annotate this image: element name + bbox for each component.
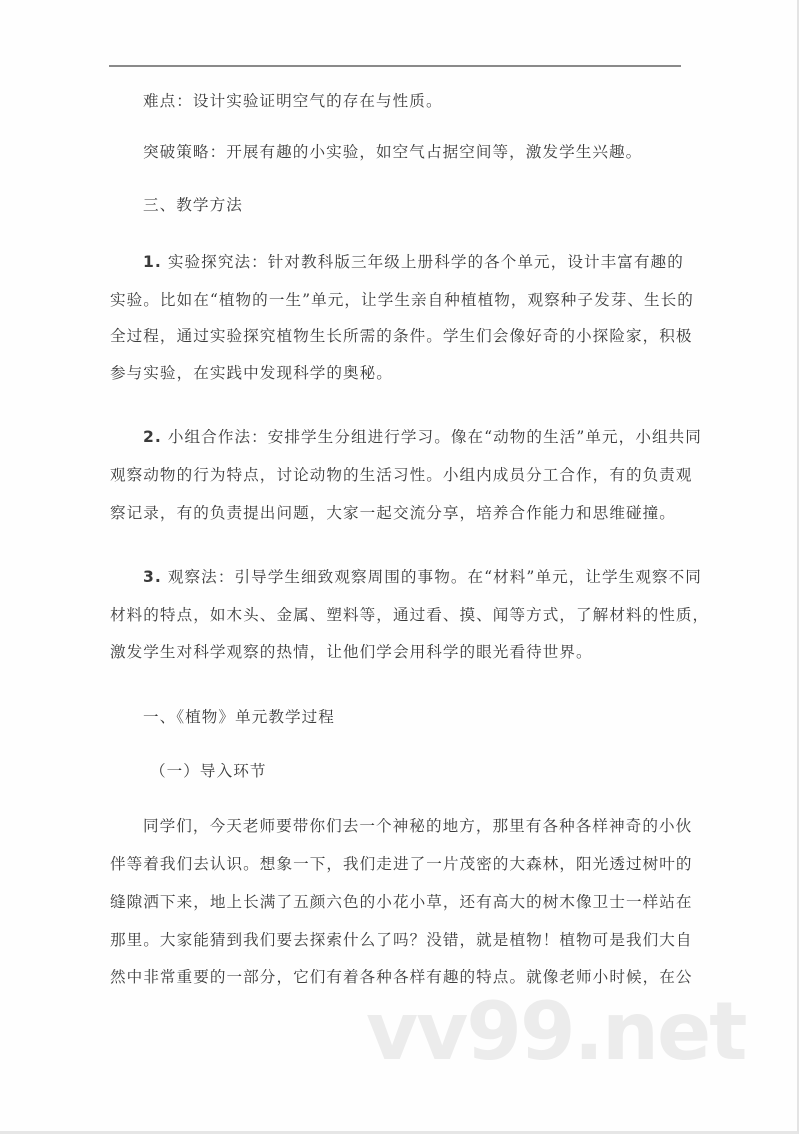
intro-heading: （一）导入环节 <box>150 762 267 780</box>
intro-line4: 那里。大家能猜到我们要去探索什么了吗？没错，就是植物！植物可是我们大自 <box>110 931 693 949</box>
method1-line4: 参与实验，在实践中发现科学的奥秘。 <box>110 364 393 382</box>
list-number: 3. <box>143 568 162 586</box>
watermark: vv99.net <box>366 985 746 1078</box>
list-number: 1. <box>143 253 162 271</box>
difficulty-line: 难点：设计实验证明空气的存在与性质。 <box>143 92 443 110</box>
intro-line1: 同学们，今天老师要带你们去一个神秘的地方，那里有各种各样神奇的小伙 <box>143 817 693 835</box>
list-number: 2. <box>143 428 162 446</box>
method3-line1 <box>143 566 723 588</box>
method1-line1 <box>143 251 723 273</box>
header-rule <box>109 65 681 67</box>
method1-line3: 全过程，通过实验探究植物生长所需的条件。学生们会像好奇的小探险家，积极 <box>110 327 693 345</box>
method2-line1 <box>143 426 723 448</box>
method2-text: 小组合作法：安排学生分组进行学习。像在“动物的生活”单元，小组共同 <box>167 428 702 446</box>
strategy-line: 突破策略：开展有趣的小实验，如空气占据空间等，激发学生兴趣。 <box>143 143 643 161</box>
unit-heading: 一、《植物》单元教学过程 <box>143 708 335 726</box>
method2-line3: 察记录，有的负责提出问题，大家一起交流分享，培养合作能力和思维碰撞。 <box>110 504 676 522</box>
method2-line2: 观察动物的行为特点，讨论动物的生活习性。小组内成员分工合作，有的负责观 <box>110 466 693 484</box>
intro-line5: 然中非常重要的一部分，它们有着各种各样有趣的特点。就像老师小时候，在公 <box>110 968 693 986</box>
method3-line3: 激发学生对科学观察的热情，让他们学会用科学的眼光看待世界。 <box>110 643 593 661</box>
section-heading-methods: 三、教学方法 <box>143 196 243 214</box>
method1-text: 实验探究法：针对教科版三年级上册科学的各个单元，设计丰富有趣的 <box>167 253 684 271</box>
intro-line3: 缝隙洒下来，地上长满了五颜六色的小花小草，还有高大的树木像卫士一样站在 <box>110 893 693 911</box>
method1-line2: 实验。比如在“植物的一生”单元，让学生亲自种植植物，观察种子发芽、生长的 <box>110 291 694 309</box>
method3-text: 观察法：引导学生细致观察周围的事物。在“材料”单元，让学生观察不同 <box>167 568 702 586</box>
method3-line2: 材料的特点，如木头、金属、塑料等，通过看、摸、闻等方式，了解材料的性质， <box>110 606 710 624</box>
intro-line2: 伴等着我们去认识。想象一下，我们走进了一片茂密的大森林，阳光透过树叶的 <box>110 855 693 873</box>
